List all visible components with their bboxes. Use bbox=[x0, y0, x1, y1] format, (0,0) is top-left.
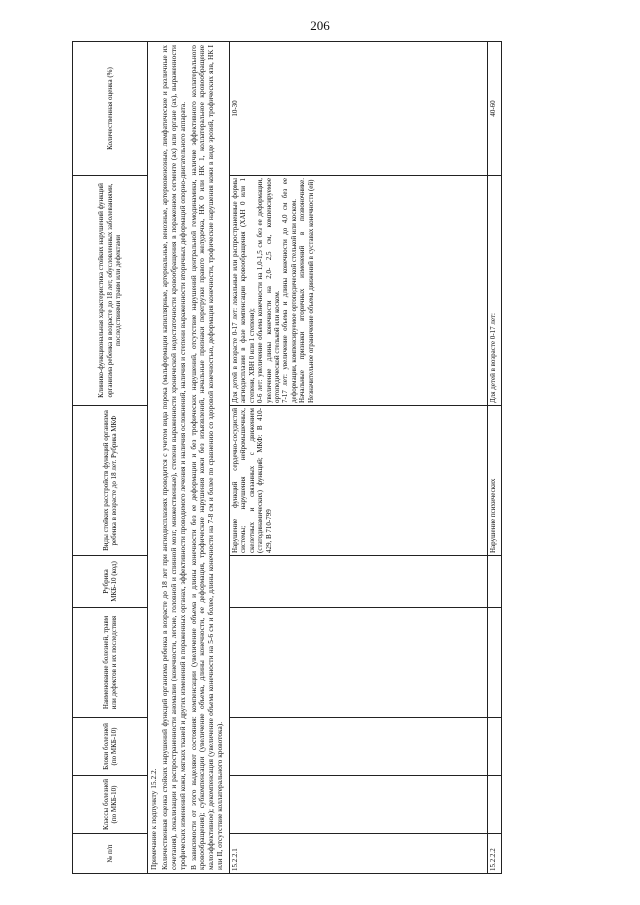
note-paragraph-2: В зависимости от этого выделяют состояния: компенсации (увеличение объема и длины конечности без ее деформации и без трофических нарушений, отсутствие нарушений центральной гемодинамики, наличие эффективного коллатерального кровообращения); субкомпенсации (увеличение объема, длины конечности, ее деформация, трофические нарушения кожи без изъязвлений, начальные признаки перегрузки правого желудочка, НК 0 или НК 1, коллатеральное кровообращение малоэффективное); декомпенсация (увеличение объема конечности на 5-6 см и более, длины конечности на 7-8 см и более по сравнению со здоровой конечностью, деформация конечности, трофические нарушения кожи в виде эрозий, трофических язв, НК I или II, отсутствие коллатерального кровотока). bbox=[188, 45, 225, 870]
rotated-table-wrapper bbox=[72, 42, 617, 874]
characteristics-cell: Для детей в возрасте 0-17 лет: bbox=[488, 176, 502, 406]
rating-cell: 10-30 bbox=[230, 42, 488, 176]
characteristics-line: 7-17 лет: увеличение объема и длины конечности до 4,0 см без ее деформации, компенсируемое ортопедической стелькой или коском. bbox=[281, 178, 298, 403]
table-row bbox=[230, 42, 488, 874]
rating-cell: 40-60 bbox=[488, 42, 502, 176]
row-number: 15.2.2.1 bbox=[230, 834, 488, 874]
note-row bbox=[148, 42, 230, 874]
empty-cell bbox=[230, 556, 488, 608]
header-characteristics: Клинико-функциональная характеристика стойких нарушений функций организма ребенка в возрасте до 18 лет, обусловленных заболеваниями, последствиями травм или дефектами bbox=[73, 176, 148, 406]
header-rating: Количественная оценка (%) bbox=[73, 42, 148, 176]
header-icd-code: Рубрика МКБ-10 (код) bbox=[73, 556, 148, 608]
header-num: № п/п bbox=[73, 834, 148, 874]
characteristics-line: 0-6 лет: увеличение объема конечности на 1,0-1,5 см без ее деформации, увеличение длины конечности на 2,0- 2,5 см, компенсируемое ортопедической стелькой или коском. bbox=[256, 178, 281, 403]
note-cell bbox=[148, 42, 230, 874]
disability-criteria-table bbox=[72, 41, 502, 874]
empty-cell bbox=[230, 776, 488, 834]
header-disease-block: Блоки болезней (по МКБ-10) bbox=[73, 718, 148, 776]
header-disease-class: Классы болезней (по МКБ-10) bbox=[73, 776, 148, 834]
header-row bbox=[73, 42, 148, 874]
row-number: 15.2.2.2 bbox=[488, 834, 502, 874]
characteristics-line: Начальные признаки вторичных изменений в позвоночнике. Незначительное ограничение объема движений в суставах конечности (ей) bbox=[298, 178, 315, 403]
empty-cell bbox=[488, 608, 502, 718]
empty-cell bbox=[230, 608, 488, 718]
empty-cell bbox=[230, 718, 488, 776]
header-functions: Виды стойких расстройств функций организма ребенка в возрасте до 18 лет. Рубрика МКФ bbox=[73, 406, 148, 556]
functions-cell: Нарушение функций сердечно-сосудистой системы; нарушения нейромышечных, скелетных и связанных с движением (статодинамических) функций; МКФ: В 410-429, В 710-799 bbox=[230, 406, 488, 556]
characteristics-cell bbox=[230, 176, 488, 406]
note-title: Примечание к подпункту 15.2.2. bbox=[149, 768, 158, 870]
functions-cell: Нарушение психических bbox=[488, 406, 502, 556]
empty-cell bbox=[488, 718, 502, 776]
note-paragraph-1: Количественная оценка стойких нарушений функций организма ребенка в возрасте до 18 лет при ангиодисплазиях проводится с учетом вида порока (мальформации капиллярные, артериальные, венозные, артериовенозные, лимфатические и различные их сочетания), локализации и распространенности аномалии (конечности, легкие, головной и спинной мозг, множественные), степени выраженности хронической недостаточности кровообращения в пораженном сегменте (ах) или органе (ах), выраженности трофических изменений кожи, мягких тканей и других изменений в пораженных органах, эффективности проводимого лечения и наличия осложнений, наличия и степени выраженности вторичных деформаций опорно-двигательного аппарата. bbox=[159, 45, 187, 870]
table-row bbox=[488, 42, 502, 874]
empty-cell bbox=[488, 556, 502, 608]
header-disease-name: Наименование болезней, травм или дефектов и их последствия bbox=[73, 608, 148, 718]
characteristics-line: Для детей в возрасте 0-17 лет: локальные или распространенные формы ангиодисплазии в фазе компенсации кровообращения (ХАН 0 или 1 степени, ХВН 0 или 1 степени); bbox=[231, 178, 256, 403]
empty-cell bbox=[488, 776, 502, 834]
page-number: 206 bbox=[310, 18, 330, 33]
